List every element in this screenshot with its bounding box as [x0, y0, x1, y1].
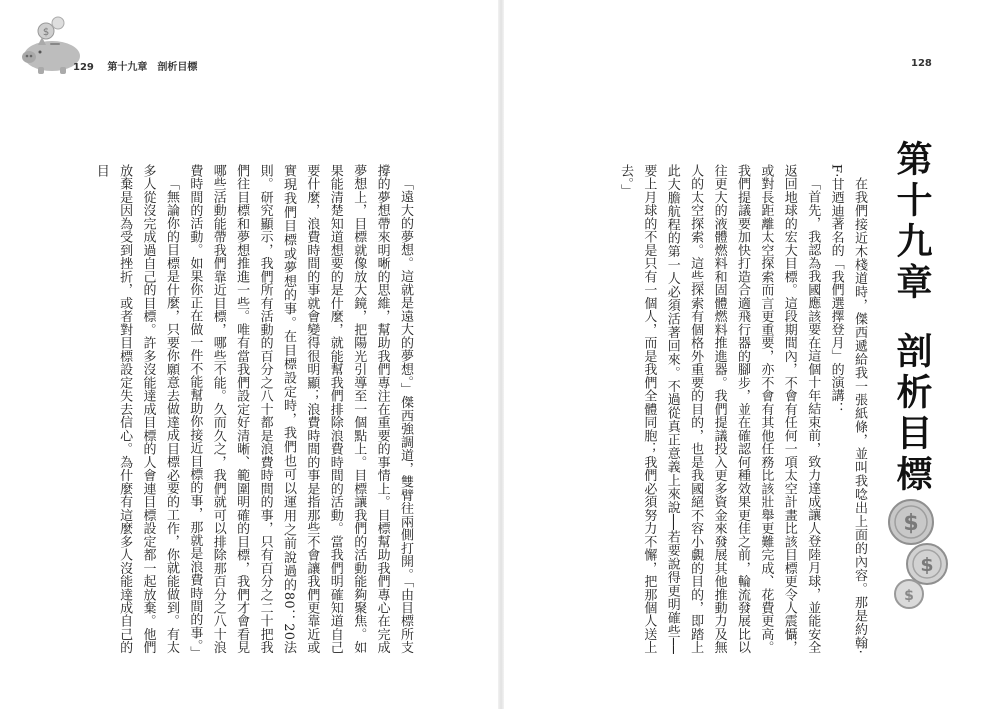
svg-text:$: $ — [920, 554, 934, 576]
svg-text:$: $ — [904, 588, 914, 604]
svg-text:$: $ — [903, 511, 919, 536]
right-page — [504, 0, 999, 709]
right-paragraph-2: 「首先，我認為我國應該要在這個十年結束前，致力達成讓人登陸月球，並能安全返回地球的宏大目標。這段期間內，不會有任何一項太空計畫比該目標更令人震懾，或對長距離太空探索而言更重要，亦不會有其他任務比該壯舉更難完成、花費更高。我們提議要加快打造合適飛行器的腳步，並在確認何種效果更佳之前，輪流發展比以往更大的液體燃料和固體燃料推進器。我們提議投入更多資金來發展其他推動力及無人的太空探索。這些探索有個格外重要的目的，也是我國絕不容小覷的目的，即踏上此大膽航程的第一人必須活著回來。不過從真正意義上來說──若要說得更明確些──要上月球的不是只有一個人，而是我們全體同胞；我們必須努力不懈，把那個人送上去。」 — [617, 164, 821, 654]
right-paragraph-1: 在我們接近木棧道時，傑西遞給我一張紙條，並叫我唸出上面的內容。那是約翰‧F‧甘迺迪著名的「我們選擇登月」的演講： — [828, 164, 867, 654]
chapter-name: 剖析目標 — [891, 332, 933, 496]
right-body-text — [614, 164, 871, 654]
coins-icon — [883, 492, 953, 612]
svg-text:$: $ — [42, 27, 50, 38]
left-paragraph-1: 「遠大的夢想。這就是遠大的夢想。」傑西強調道，雙臂往兩側打開。「由目標所支撐的夢想帶來明晰的思維，幫助我們專注在重要的事情上。目標幫助我們專心在完成夢想上，目標就像放大鏡，把陽光引導至一個點上。目標讓我們的活動能夠聚焦。如果能清楚知道想要的是什麼，就能幫我們排除浪費時間的活動。當我們明確知道自己要什麼，浪費時間的事就會變得很明顯；浪費時間的事是指那些不會讓我們更靠近或實現我們目標或夢想的事。在目標設定時，我們也可以運用之前說過的80：20法則。研究顯示，我們所有活動的百分之八十都是浪費時間的事，只有百分之二十把我們往目標和夢想推進一些。唯有當我們設定好清晰、範圍明確的目標，我們才會看見哪些活動能帶我們靠近目標，哪些不能。久而久之，我們就可以排除那百分之八十浪費時間的活動。如果你正在做一件不能幫助你接近目標的事，那就是浪費時間的事。」 — [187, 164, 413, 660]
right-page-number: 128 — [911, 58, 932, 69]
chapter-number: 第十九章 — [891, 140, 933, 304]
chapter-title — [887, 140, 938, 496]
left-running-head-title: 第十九章 剖析目標 — [107, 62, 198, 73]
left-running-head — [73, 58, 207, 73]
left-page-number: 129 — [73, 62, 94, 73]
left-body-text — [89, 164, 417, 660]
left-paragraph-2: 「無論你的目標是什麼，只要你願意去做達成目標必要的工作，你就能做到。有太多人從沒完成過自己的目標。許多沒能達成目標的人會連目標設定都一起放棄。他們放棄是因為受到挫折，或者對目標設定失去信心。為什麼有這麼多人沒能達成自己的目 — [93, 164, 179, 654]
left-page — [0, 0, 495, 709]
